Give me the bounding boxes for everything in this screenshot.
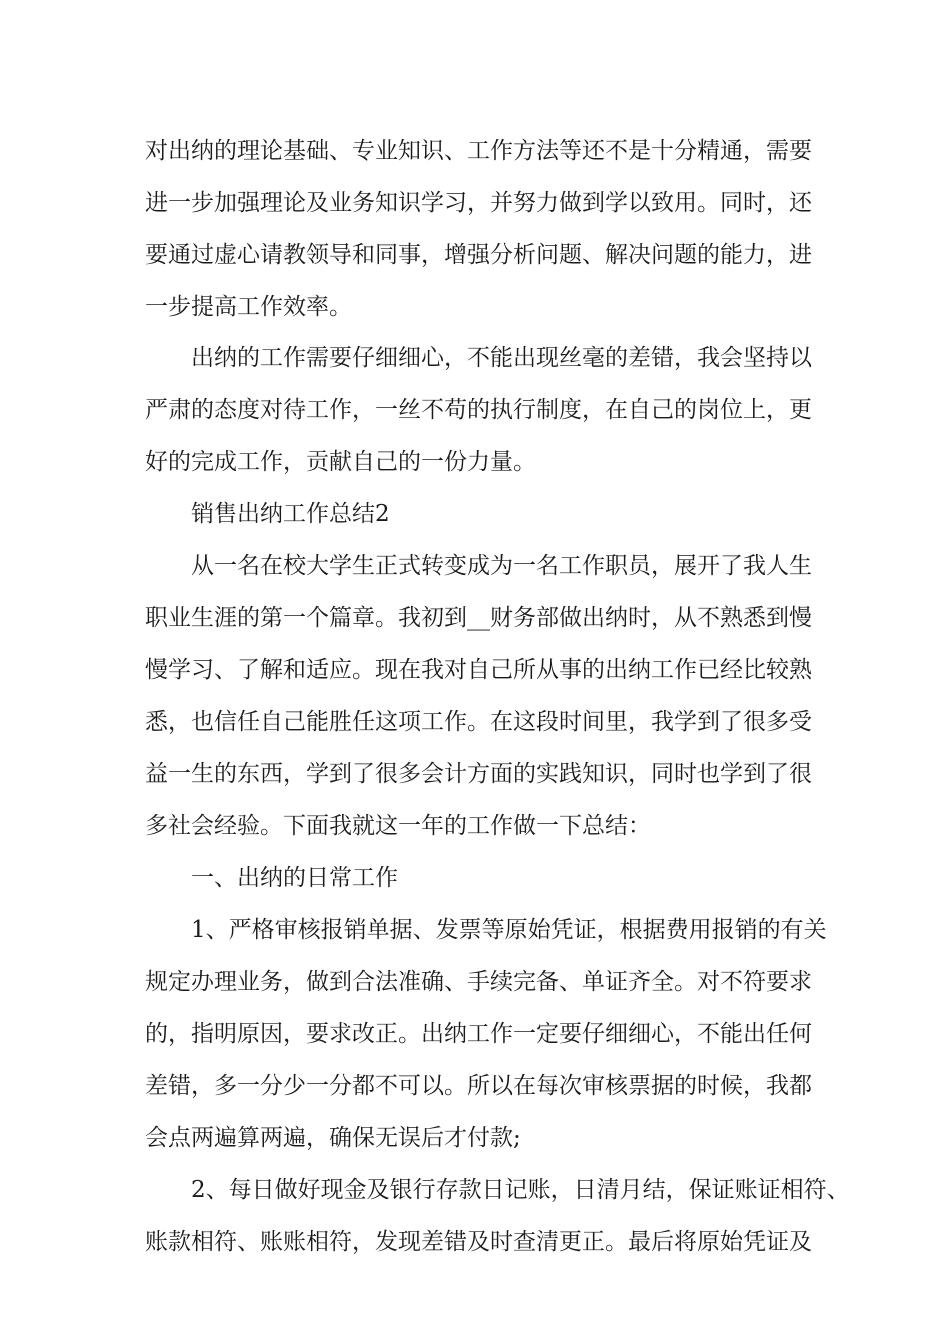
section-heading: 销售出纳工作总结2: [191, 501, 390, 527]
text-line: 多社会经验。下面我就这一年的工作做一下总结：: [145, 813, 651, 839]
text-line: 一步提高工作效率。: [145, 294, 352, 320]
text-line: 要通过虚心请教领导和同事，增强分析问题、解决问题的能力，进: [145, 242, 812, 268]
text-line: 职业生涯的第一个篇章。我初到__财务部做出纳时，从不熟悉到慢: [145, 605, 812, 631]
text-line: 慢学习、了解和适应。现在我对自己所从事的出纳工作已经比较熟: [145, 657, 812, 683]
paragraph-start-line: 出纳的工作需要仔细细心，不能出现丝毫的差错，我会坚持以: [191, 345, 812, 371]
text-line: 会点两遍算两遍，确保无误后才付款;: [145, 1125, 521, 1151]
text-line: 好的完成工作，贡献自己的一份力量。: [145, 449, 536, 475]
text-line: 益一生的东西，学到了很多会计方面的实践知识，同时也学到了很: [145, 761, 812, 787]
text-line: 规定办理业务，做到合法准确、手续完备、单证齐全。对不符要求: [145, 969, 812, 995]
text-line: 悉，也信任自己能胜任这项工作。在这段时间里，我学到了很多受: [145, 709, 812, 735]
subsection-heading: 一、出纳的日常工作: [191, 865, 398, 891]
text-line: 严肃的态度对待工作，一丝不苟的执行制度，在自己的岗位上，更: [145, 397, 812, 423]
paragraph-start-line: 1、严格审核报销单据、发票等原始凭证，根据费用报销的有关: [191, 917, 827, 943]
text-line: 进一步加强理论及业务知识学习，并努力做到学以致用。同时，还: [145, 190, 812, 216]
text-line: 账款相符、账账相符，发现差错及时查清更正。最后将原始凭证及: [145, 1229, 812, 1255]
paragraph-start-line: 2、每日做好现金及银行存款日记账，日清月结，保证账证相符、: [191, 1177, 850, 1203]
text-line: 对出纳的理论基础、专业知识、工作方法等还不是十分精通，需要: [145, 138, 812, 164]
text-line: 的，指明原因，要求改正。出纳工作一定要仔细细心，不能出任何: [145, 1021, 812, 1047]
paragraph-start-line: 从一名在校大学生正式转变成为一名工作职员，展开了我人生: [191, 553, 812, 579]
text-line: 差错，多一分少一分都不可以。所以在每次审核票据的时候，我都: [145, 1073, 812, 1099]
